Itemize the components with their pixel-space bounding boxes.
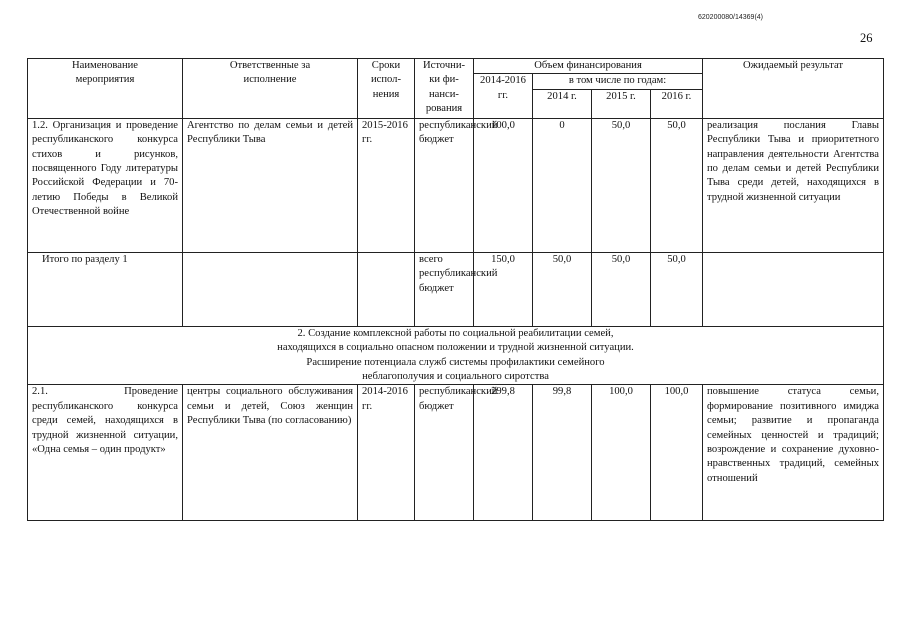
header-by-years: в том числе по годам: xyxy=(533,74,703,89)
row-result xyxy=(703,252,884,326)
row-name: Итого по разделу 1 xyxy=(28,252,183,326)
header-year-2015: 2015 г. xyxy=(592,89,651,118)
table-row xyxy=(28,385,884,521)
header-terms: Сроки испол-нения xyxy=(358,59,415,119)
section-2-line-1: 2. Создание комплексной работы по социальной реабилитации семей, xyxy=(297,327,614,339)
row-2016: 50,0 xyxy=(651,252,703,326)
header-name: Наименование мероприятия xyxy=(28,59,183,119)
page-number: 26 xyxy=(860,31,873,45)
header-row-1 xyxy=(28,59,884,74)
row-total: 150,0 xyxy=(474,252,533,326)
row-name: 1.2. Организация и проведение республиканского конкурса стихов и рисунков, посвященного Году литературы Российской Федерации и 70-летию Победы в Великой Отечественной войне xyxy=(28,118,183,252)
document-id: 620200080/14369(4) xyxy=(698,14,764,21)
table-row xyxy=(28,252,884,326)
row-2014: 50,0 xyxy=(533,252,592,326)
row-terms xyxy=(358,252,415,326)
header-total: 2014-2016 гг. xyxy=(474,74,533,118)
row-name: 2.1. Проведение республиканского конкурса среди семей, находящихся в трудной жизненной ситуации, «Одна семья – один продукт» xyxy=(28,385,183,521)
section-2-heading xyxy=(28,326,884,385)
header-financing: Объем финансирования xyxy=(474,59,703,74)
row-responsible: Агентство по делам семьи и детей Республики Тыва xyxy=(183,118,358,252)
row-total: 299,8 xyxy=(474,385,533,521)
header-sources: Источни-ки фи-нанси-рования xyxy=(415,59,474,119)
header-responsible: Ответственные за исполнение xyxy=(183,59,358,119)
header-result: Ожидаемый результат xyxy=(703,59,884,119)
section-2-line-3: Расширение потенциала служб системы профилактики семейного xyxy=(306,356,605,368)
row-source: республиканский бюджет xyxy=(415,118,474,252)
row-responsible: центры социального обслуживания семьи и детей, Союз женщин Республики Тыва (по согласованию) xyxy=(183,385,358,521)
header-year-2014: 2014 г. xyxy=(533,89,592,118)
row-source: всего республиканский бюджет xyxy=(415,252,474,326)
header-year-2016: 2016 г. xyxy=(651,89,703,118)
row-2015: 50,0 xyxy=(592,118,651,252)
row-2014: 0 xyxy=(533,118,592,252)
section-2-line-4: неблагополучия и социального сиротства xyxy=(362,371,549,383)
row-terms: 2015-2016 гг. xyxy=(358,118,415,252)
row-2016: 100,0 xyxy=(651,385,703,521)
row-2015: 100,0 xyxy=(592,385,651,521)
row-2015: 50,0 xyxy=(592,252,651,326)
row-responsible xyxy=(183,252,358,326)
row-result: реализация послания Главы Республики Тыва и приоритетного направления деятельности Агентства по делам семьи и детей Республики Тыва среди детей, находящихся в трудной жизненной ситуации xyxy=(703,118,884,252)
row-2016: 50,0 xyxy=(651,118,703,252)
financing-table xyxy=(27,58,884,521)
section-row xyxy=(28,326,884,385)
section-2-line-2: находящихся в социально опасном положении и трудной жизненной ситуации. xyxy=(277,342,634,354)
table-row xyxy=(28,118,884,252)
row-source: республиканский бюджет xyxy=(415,385,474,521)
row-2014: 99,8 xyxy=(533,385,592,521)
row-total: 100,0 xyxy=(474,118,533,252)
row-result: повышение статуса семьи, формирование позитивного имиджа семьи; развитие и пропаганда семейных ценностей и традиций; возрождение и сохранение духовно-нравственных традиций, семейных отношений xyxy=(703,385,884,521)
row-terms: 2014-2016 гг. xyxy=(358,385,415,521)
